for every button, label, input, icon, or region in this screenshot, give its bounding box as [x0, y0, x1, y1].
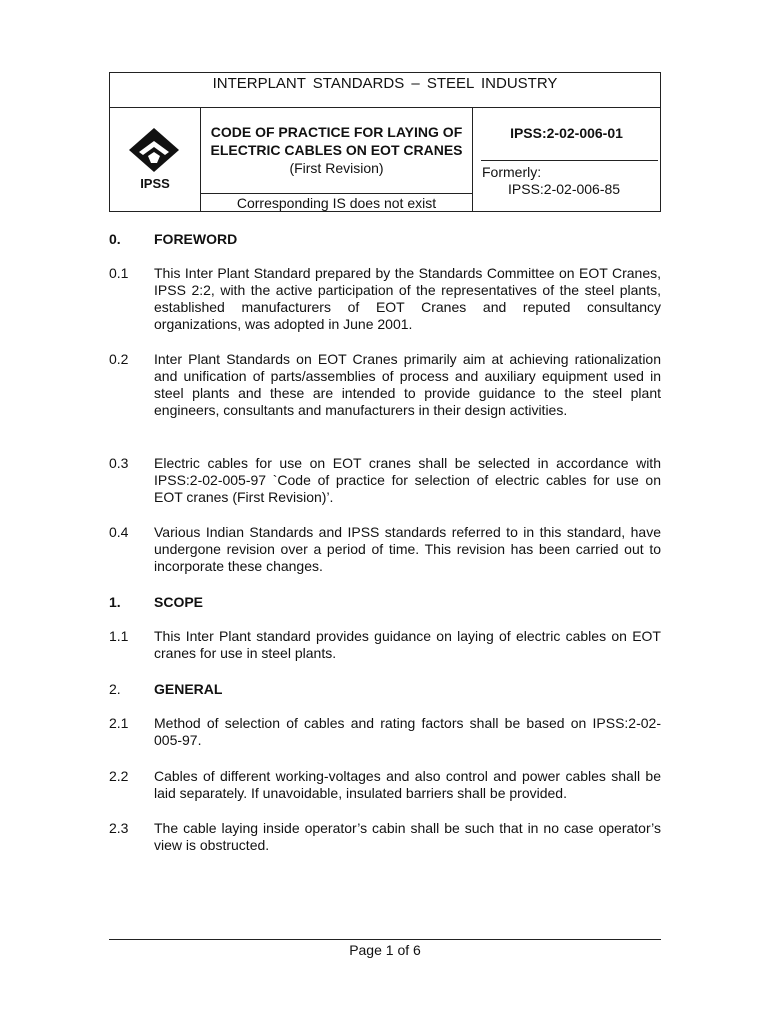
- corresponding-is-note: Corresponding IS does not exist: [201, 193, 472, 212]
- clause-number: 0.2: [109, 351, 129, 367]
- section-number: 1.: [109, 594, 121, 610]
- standard-code: IPSS:2-02-006-01: [510, 125, 623, 141]
- section-number: 2.: [109, 681, 121, 697]
- clause-text: This Inter Plant Standard prepared by the Standards Committee on EOT Cranes, IPSS 2:2, with the active participation of the representatives of the steel plants, established manufacturers of EOT Cranes and reputed consultancy organizations, was adopted in June 2001.: [154, 265, 661, 332]
- clause-number: 0.1: [109, 265, 129, 281]
- clause-0-2: [109, 351, 661, 419]
- logo-cell: [110, 108, 201, 212]
- clause-text: Inter Plant Standards on EOT Cranes primarily aim at achieving rationalization and unification of parts/assemblies of process and auxiliary equipment used in steel plants and these are intended to provide guidance to the steel plant engineers, consultants and manufacturers in their design activities.: [154, 351, 661, 418]
- section-heading-foreword: [109, 231, 661, 248]
- clause-text: Various Indian Standards and IPSS standards referred to in this standard, have undergone revision over a period of time. This revision has been carried out to incorporate these changes.: [154, 524, 661, 574]
- title-cell: [201, 108, 473, 212]
- document-title: [201, 123, 472, 177]
- section-heading-text: FOREWORD: [154, 231, 238, 247]
- document-title-revision: (First Revision): [289, 160, 384, 176]
- section-number: 0.: [109, 231, 121, 247]
- clause-text: This Inter Plant standard provides guidance on laying of electric cables on EOT cranes for use in steel plants.: [154, 628, 661, 661]
- formerly-code: IPSS:2-02-006-85: [508, 181, 621, 197]
- section-heading-text: GENERAL: [154, 681, 223, 697]
- clause-1-1: [109, 628, 661, 662]
- clause-number: 0.3: [109, 455, 129, 471]
- clause-number: 0.4: [109, 524, 129, 540]
- footer-rule: [109, 939, 661, 940]
- clause-text: The cable laying inside operator’s cabin shall be such that in no case operator’s view is obstructed.: [154, 820, 661, 853]
- clause-text: Method of selection of cables and rating factors shall be based on IPSS:2-02-005-97.: [154, 715, 661, 748]
- formerly-block: [482, 164, 620, 198]
- section-heading-scope: [109, 594, 661, 611]
- formerly-label: Formerly:: [482, 164, 542, 180]
- header-top-title: INTERPLANT STANDARDS – STEEL INDUSTRY: [110, 73, 660, 108]
- section-heading-text: SCOPE: [154, 594, 204, 610]
- code-cell: [473, 108, 660, 212]
- standard-header-box: [109, 72, 661, 212]
- document-title-main: CODE OF PRACTICE FOR LAYING OF ELECTRIC CABLES ON EOT CRANES: [210, 124, 463, 158]
- clause-number: 1.1: [109, 628, 129, 644]
- clause-0-1: [109, 265, 661, 333]
- clause-2-3: [109, 820, 661, 854]
- clause-2-2: [109, 768, 661, 802]
- code-divider: [481, 160, 658, 161]
- ipss-logo-icon: [129, 128, 179, 172]
- clause-0-4: [109, 524, 661, 575]
- page-number: Page 1 of 6: [349, 942, 421, 958]
- clause-number: 2.2: [109, 768, 129, 784]
- clause-number: 2.3: [109, 820, 129, 836]
- clause-number: 2.1: [109, 715, 129, 731]
- clause-text: Electric cables for use on EOT cranes shall be selected in accordance with IPSS:2-02-005-97 `Code of practice for selection of electric cables for use on EOT cranes (First Revision)’.: [154, 455, 661, 505]
- section-heading-general: [109, 681, 661, 698]
- clause-text: Cables of different working-voltages and also control and power cables shall be laid separately. If unavoidable, insulated barriers shall be provided.: [154, 768, 661, 801]
- clause-2-1: [109, 715, 661, 749]
- clause-0-3: [109, 455, 661, 506]
- logo-label: IPSS: [140, 176, 170, 191]
